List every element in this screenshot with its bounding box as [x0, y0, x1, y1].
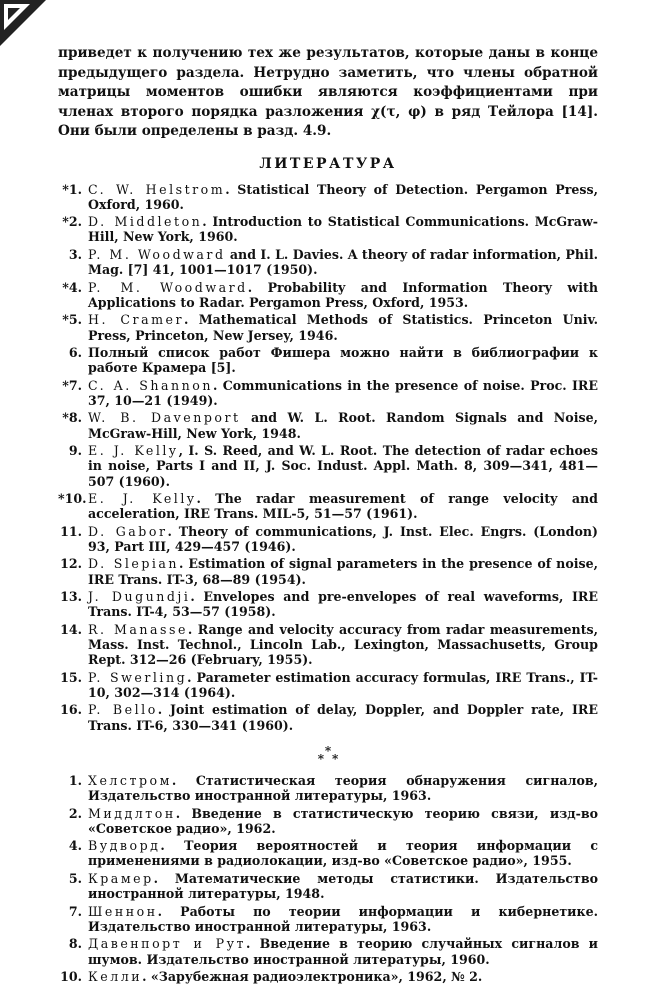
reference-author: D. Gabor [88, 523, 168, 539]
reference-author: J. Dugundji [88, 589, 191, 605]
reference-text: . Envelopes and pre-envelopes of real waveforms, IRE Trans. IT-4, 53—57 (1958). [88, 589, 598, 620]
reference-item [58, 312, 598, 342]
reference-number: 4. [68, 838, 82, 854]
reference-text: . Статистическая теория обнаружения сигналов, Издательство иностранной литературы, 1963. [88, 772, 598, 804]
reference-author: P. Bello [88, 702, 158, 718]
reference-text: . Introduction to Statistical Communications. McGraw-Hill, New York, 1960. [88, 214, 598, 245]
reference-author: Келли [88, 969, 143, 985]
reference-text: . Statistical Theory of Detection. Pergamon Press, Oxford, 1960. [88, 181, 598, 212]
reference-author: Миддлтон [88, 805, 176, 821]
reference-item [58, 491, 598, 521]
corner-ornament-icon [0, 0, 46, 46]
reference-item [58, 969, 598, 984]
reference-text: . «Зарубежная радиоэлектроника», 1962, № 2. [142, 969, 483, 985]
reference-text: and I. L. Davies. A theory of radar information, Phil. Mag. [7] 41, 1001—1017 (1950). [88, 246, 598, 278]
page-content [58, 44, 598, 987]
reference-item [58, 556, 598, 586]
reference-item [58, 589, 598, 619]
reference-number: 13. [60, 589, 82, 605]
reference-text: . Введение в статистическую теорию связи, изд-во «Советское радио», 1962. [88, 805, 598, 836]
reference-author: P. Swerling [88, 669, 188, 685]
reference-text: . Theory of communications, J. Inst. Elec. Engrs. (London) 93, Part III, 429—457 (1946). [88, 523, 598, 554]
reference-author: Крамер [88, 870, 154, 886]
reference-number: 15. [60, 669, 82, 685]
reference-item [58, 936, 598, 966]
reference-item [58, 670, 598, 700]
reference-text: . The radar measurement of range velocity and acceleration, IRE Trans. MIL-5, 51—57 (1961). [88, 491, 598, 522]
reference-item [58, 871, 598, 901]
reference-text: . Математические методы статистики. Издательство иностранной литературы, 1948. [88, 870, 598, 902]
reference-author: R. Manasse [88, 621, 188, 637]
reference-item [58, 247, 598, 277]
reference-number: 5. [68, 870, 82, 886]
intro-paragraph: приведет к получению тех же результатов, которые даны в конце предыдущего раздела. Нетрудно заметить, что члены обратной матрицы моментов ошибки являются коэффициентами при членах второго порядка разложения χ(τ, φ) в ряд Тейлора [14]. Они были определены в разд. 4.9. [58, 45, 598, 139]
reference-number: *7. [62, 377, 82, 393]
reference-author: Вудворд [88, 838, 161, 854]
reference-text: Полный список работ Фишера можно найти в библиографии к работе Крамера [5]. [88, 345, 598, 376]
reference-item [58, 524, 598, 554]
reference-number: 12. [60, 556, 82, 572]
reference-number: 1. [68, 772, 82, 788]
reference-number: 6. [68, 345, 82, 361]
reference-author: C. W. Helstrom [88, 181, 226, 197]
reference-text: . Range and velocity accuracy from radar measurements, Mass. Inst. Technol., Lincoln Lab., Lexington, Massachusetts, Group Rept. 312—26 (February, 1955). [88, 621, 598, 668]
reference-author: E. J. Kelly [88, 491, 197, 507]
reference-number: 8. [68, 936, 82, 952]
reference-author: D. Middleton [88, 214, 203, 230]
reference-text: . Estimation of signal parameters in the presence of noise, IRE Trans. IT-3, 68—89 (1954). [88, 556, 598, 587]
reference-author: P. M. Woodward [88, 246, 226, 262]
reference-text: . Parameter estimation accuracy formulas, IRE Trans., IT-10, 302—314 (1964). [88, 669, 598, 700]
reference-text: . Работы по теории информации и кибернетике. Издательство иностранной литературы, 1963. [88, 903, 598, 934]
reference-item [58, 182, 598, 212]
reference-item [58, 806, 598, 836]
separator-star: * [324, 743, 332, 758]
reference-author: Шеннон [88, 903, 158, 919]
reference-author: D. Slepian [88, 556, 180, 572]
reference-author: E. J. Kelly [88, 443, 179, 459]
reference-text: . Теория вероятностей и теория информации с применениями в радиолокации, изд-во «Советское радио», 1955. [88, 838, 598, 869]
reference-number: *1. [62, 181, 82, 197]
reference-number: 3. [68, 246, 82, 262]
reference-item [58, 838, 598, 868]
reference-text: . Joint estimation of delay, Doppler, and Doppler rate, IRE Trans. IT-6, 330—341 (1960). [88, 702, 598, 733]
reference-item [58, 410, 598, 440]
reference-author: P. M. Woodward [88, 279, 248, 295]
reference-item [58, 345, 598, 375]
reference-number: *10. [58, 491, 87, 507]
reference-number: *8. [62, 410, 82, 426]
reference-number: 14. [60, 621, 82, 637]
reference-number: 7. [68, 903, 82, 919]
reference-number: *4. [62, 279, 82, 295]
reference-text: . Communications in the presence of noise. Proc. IRE 37, 10—21 (1949). [88, 377, 598, 408]
reference-number: 11. [60, 523, 82, 539]
section-separator [58, 743, 598, 766]
reference-number: *2. [62, 214, 82, 230]
reference-text: and W. L. Root. Random Signals and Noise, McGraw-Hill, New York, 1948. [88, 410, 598, 441]
reference-number: *5. [62, 312, 82, 328]
reference-number: 2. [68, 805, 82, 821]
reference-number: 9. [68, 443, 82, 459]
reference-item [58, 443, 598, 489]
reference-text: . Mathematical Methods of Statistics. Princeton Univ. Press, Princeton, New Jersey, 1946. [88, 312, 598, 343]
reference-item [58, 904, 598, 934]
references-list-english [58, 182, 598, 733]
reference-author: Хелстром [88, 772, 172, 788]
reference-text: . Введение в теорию случайных сигналов и шумов. Издательство иностранной литературы, 1960. [88, 936, 598, 967]
reference-number: 10. [60, 969, 82, 985]
reference-number: 16. [60, 702, 82, 718]
reference-author: C. A. Shannon [88, 377, 213, 393]
reference-item [58, 280, 598, 310]
reference-item [58, 378, 598, 408]
references-list-russian [58, 773, 598, 984]
reference-item [58, 622, 598, 668]
reference-item [58, 773, 598, 803]
references-heading: ЛИТЕРАТУРА [259, 155, 397, 172]
reference-text: . Probability and Information Theory with Applications to Radar. Pergamon Press, Oxford, 1953. [88, 279, 598, 310]
separator-star-pair: * * [317, 751, 339, 766]
reference-item [58, 214, 598, 244]
reference-text: , I. S. Reed, and W. L. Root. The detection of radar echoes in noise, Parts I and II, J. Soc. Indust. Appl. Math. 8, 309—341, 481—507 (1960). [88, 443, 598, 489]
reference-item [58, 702, 598, 732]
reference-author: W. B. Davenport [88, 410, 241, 426]
reference-author: H. Cramer [88, 312, 184, 328]
reference-author: Давенпорт и Рут [88, 936, 247, 952]
